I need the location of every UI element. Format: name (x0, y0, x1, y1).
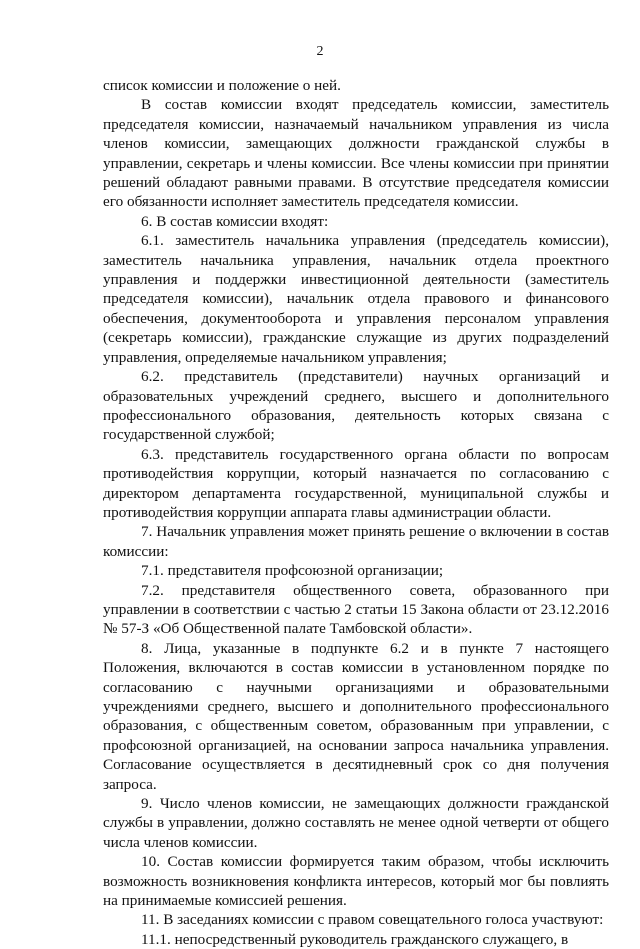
paragraph-item-6-2: 6.2. представитель (представители) научных организаций и образовательных учреждений среднего, высшего и дополнительного профессионального образования, деятельность которых связана с государственной службой; (103, 368, 609, 444)
document-body (103, 76, 609, 949)
paragraph-item-7: 7. Начальник управления может принять решение о включении в состав комиссии: (103, 523, 609, 560)
paragraph-commission-composition: В состав комиссии входят председатель комиссии, заместитель председателя комиссии, назначаемый начальником управления из числа членов комиссии, замещающих должности гражданской службы в управлении, секретарь и члены комиссии. Все члены комиссии при принятии решений обладают равными правами. В отсутствие председателя комиссии его обязанности исполняет заместитель председателя комиссии. (103, 96, 609, 211)
paragraph-item-8: 8. Лица, указанные в подпункте 6.2 и в пункте 7 настоящего Положения, включаются в состав комиссии в установленном порядке по согласованию с научными организациями и образовательными учреждениями среднего, высшего и дополнительного профессионального образования, с общественным советом, образованным при управлении, с профсоюзной организацией, на основании запроса начальника управления. Согласование осуществляется в десятидневный срок со дня получения запроса. (103, 639, 609, 793)
paragraph-item-7-1: 7.1. представителя профсоюзной организации; (141, 562, 444, 580)
paragraph-item-6-3: 6.3. представитель государственного органа области по вопросам противодействия коррупции, который назначается по согласованию с директором департамента государственной, муниципальной службы и противодействия коррупции аппарата главы администрации области. (103, 445, 609, 521)
paragraph-item-6: 6. В состав комиссии входят: (141, 212, 329, 230)
paragraph-item-6-1: 6.1. заместитель начальника управления (председатель комиссии), заместитель начальника управления, начальник отдела проектного управления и поддержки инвестиционной деятельности (заместитель председателя комиссии), начальник отдела правового и финансового обеспечения, документооборота и управления персоналом управления (секретарь комиссии), гражданские служащие из других подразделений управления, определяемые начальником управления; (103, 232, 609, 366)
paragraph-item-11: 11. В заседаниях комиссии с правом совещательного голоса участвуют: (141, 911, 604, 929)
paragraph-item-9: 9. Число членов комиссии, не замещающих должности гражданской службы в управлении, должно составлять не менее одной четверти от общего числа членов комиссии. (103, 795, 609, 851)
page-number: 2 (316, 44, 324, 59)
paragraph-item-11-1: 11.1. непосредственный руководитель гражданского служащего, в (141, 930, 569, 948)
paragraph-item-7-2: 7.2. представителя общественного совета, образованного при управлении в соответствии с частью 2 статьи 15 Закона области от 23.12.2016 № 57-З «Об Общественной палате Тамбовской области». (103, 581, 609, 638)
paragraph-continuation: список комиссии и положение о ней. (103, 77, 341, 94)
paragraph-item-10: 10. Состав комиссии формируется таким образом, чтобы исключить возможность возникновения конфликта интересов, который мог бы повлиять на принимаемые комиссией решения. (103, 853, 609, 910)
